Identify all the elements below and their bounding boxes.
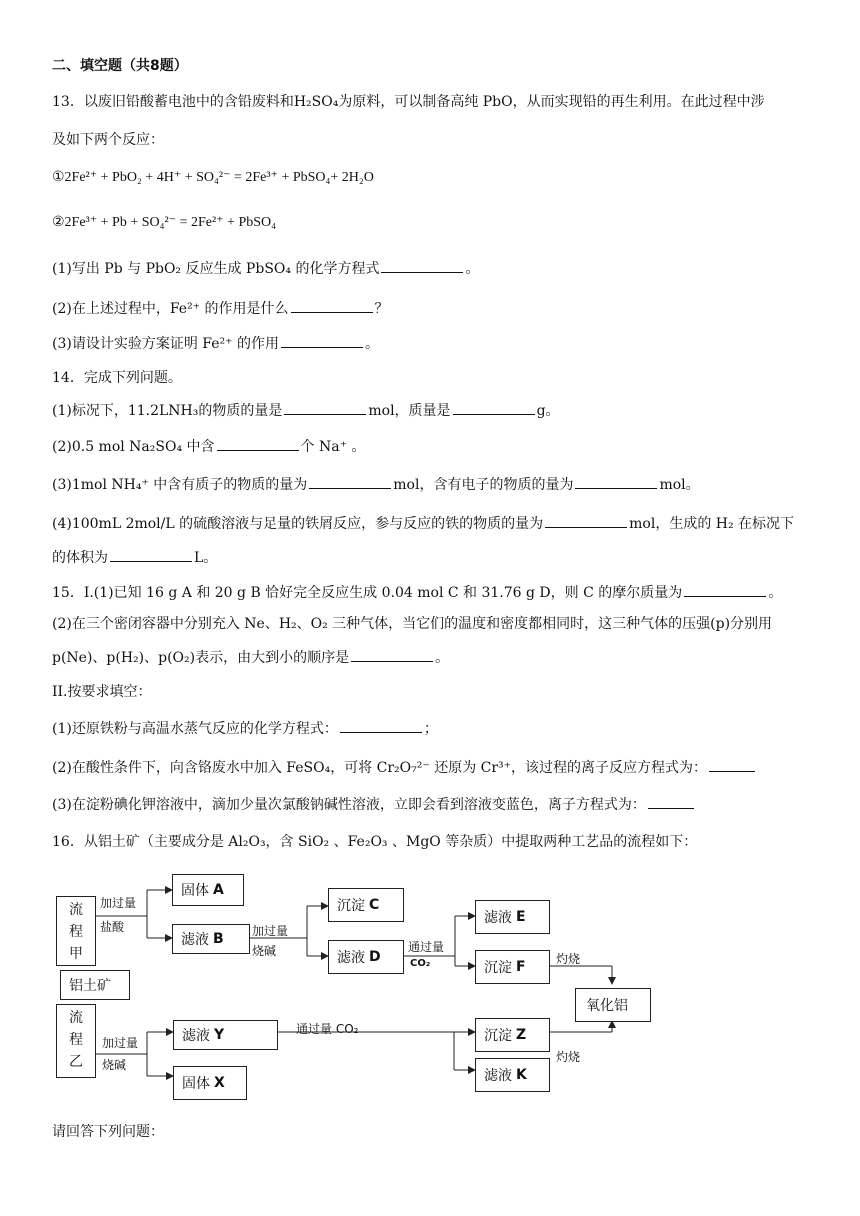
- solid-a-label: 固体: [181, 883, 209, 899]
- q14-question-2: [52, 436, 365, 457]
- q14-q3-text-b: mol，含有电子的物质的量为: [393, 477, 574, 493]
- q14-q1-text-a: (1)标况下，11.2LNH₃的物质的量是: [52, 403, 283, 419]
- q15-part-2: II.按要求填空：: [52, 684, 152, 700]
- label-excess-2: 加过量: [252, 924, 289, 938]
- label-co2-excess-1: 通过量: [408, 940, 445, 954]
- q13-intro-line2: 及如下两个反应：: [52, 132, 164, 148]
- precipitate-z-label: 沉淀: [484, 1028, 512, 1044]
- label-co2-1: CO₂: [410, 958, 431, 969]
- q14-q2-text-a: (2)0.5 mol Na₂SO₄ 中含: [52, 439, 215, 455]
- filtrate-b-label: 滤液: [181, 932, 209, 948]
- process-flow-diagram: [52, 870, 672, 1110]
- q14-intro: 14．完成下列问题。: [52, 370, 182, 386]
- answer-blank[interactable]: [648, 794, 694, 809]
- filtrate-b-id: B: [213, 931, 224, 947]
- q15-question-1: [52, 582, 782, 603]
- alumina-box: [575, 988, 651, 1022]
- answer-blank[interactable]: [284, 400, 366, 415]
- q15-question-2-cont: [52, 647, 449, 668]
- precipitate-f-id: F: [516, 959, 526, 975]
- q13-question-3-end: 。: [364, 336, 379, 352]
- q13-question-3-text: (3)请设计实验方案证明 Fe²⁺ 的作用: [52, 336, 279, 352]
- process-b-label: 流程乙: [69, 1010, 83, 1070]
- label-excess-1: 加过量: [100, 896, 137, 910]
- q16-outro: 请回答下列问题：: [52, 1124, 164, 1140]
- q13-reaction-1: ①2Fe²⁺ + PbO₂ + 4H⁺ + SO₄²⁻ = 2Fe³⁺ + PbSO₄+ 2H₂O: [52, 170, 374, 185]
- q15-ii-q1-text-a: (1)还原铁粉与高温水蒸气反应的化学方程式：: [52, 721, 338, 737]
- answer-blank[interactable]: [340, 718, 422, 733]
- section-title: 二、填空题（共8题）: [52, 58, 188, 74]
- filtrate-d-box: [328, 940, 404, 974]
- filtrate-b-box: [172, 924, 250, 954]
- answer-blank[interactable]: [381, 258, 463, 273]
- precipitate-f-label: 沉淀: [484, 960, 512, 976]
- filtrate-k-box: [475, 1058, 550, 1092]
- q13-question-2: [52, 298, 389, 319]
- q13-question-2-text: (2)在上述过程中，Fe²⁺ 的作用是什么: [52, 301, 289, 317]
- q15-question-2: (2)在三个密闭容器中分别充入 Ne、H₂、O₂ 三种气体，当它们的温度和密度都相同时，这三种气体的压强(p)分别用: [52, 616, 773, 632]
- solid-x-box: [173, 1066, 247, 1100]
- answer-blank[interactable]: [545, 513, 627, 528]
- q15-ii-q1-text-b: ；: [423, 721, 438, 737]
- q15-ii-q2-text-a: (2)在酸性条件下，向含铬废水中加入 FeSO₄，可将 Cr₂O₇²⁻ 还原为 Cr³⁺，该过程的离子反应方程式为：: [52, 760, 708, 776]
- filtrate-y-id: Y: [214, 1027, 225, 1043]
- q15-q1-text-b: 。: [768, 585, 783, 601]
- q14-q4-text-a: (4)100mL 2mol/L 的硫酸溶液与足量的铁屑反应，参与反应的铁的物质的量为: [52, 516, 544, 532]
- solid-x-id: X: [214, 1075, 225, 1091]
- filtrate-k-label: 滤液: [484, 1068, 512, 1084]
- label-hcl: 盐酸: [100, 920, 125, 934]
- q14-question-3: [52, 474, 700, 495]
- q13-question-2-end: ？: [374, 301, 389, 317]
- filtrate-d-label: 滤液: [337, 950, 365, 966]
- q13-question-1-text: (1)写出 Pb 与 PbO₂ 反应生成 PbSO₄ 的化学方程式: [52, 261, 380, 277]
- precipitate-c-label: 沉淀: [337, 898, 365, 914]
- precipitate-z-id: Z: [516, 1027, 527, 1043]
- process-a-box: [56, 896, 96, 966]
- answer-blank[interactable]: [309, 474, 391, 489]
- q14-q1-text-b: mol，质量是: [368, 403, 451, 419]
- process-b-box: [56, 1004, 96, 1078]
- q14-q1-text-c: g。: [536, 403, 560, 419]
- filtrate-y-box: [173, 1020, 278, 1050]
- filtrate-y-label: 滤液: [182, 1028, 210, 1044]
- solid-a-id: A: [213, 882, 224, 898]
- q14-q4-text-c: 的体积为: [52, 550, 108, 566]
- q13-reaction-2: ②2Fe³⁺ + Pb + SO₄²⁻ = 2Fe²⁺ + PbSO₄: [52, 215, 277, 230]
- answer-blank[interactable]: [575, 474, 657, 489]
- solid-x-label: 固体: [182, 1076, 210, 1092]
- q15-q2-text-c: 。: [435, 650, 450, 666]
- q14-question-1: [52, 400, 560, 421]
- process-a-label: 流程甲: [69, 902, 83, 962]
- answer-blank[interactable]: [709, 757, 755, 772]
- q14-q4-text-b: mol，生成的 H₂ 在标况下: [629, 516, 795, 532]
- q15-ii-q3-text-a: (3)在淀粉碘化钾溶液中，滴加少量次氯酸钠碱性溶液，立即会看到溶液变蓝色，离子方程式为：: [52, 797, 646, 813]
- precipitate-c-box: [328, 888, 404, 922]
- filtrate-e-box: [475, 900, 550, 934]
- filtrate-d-id: D: [369, 949, 381, 965]
- answer-blank[interactable]: [281, 333, 363, 348]
- label-excess-3: 加过量: [102, 1036, 139, 1050]
- label-co2-excess-2: 通过量 CO₂: [296, 1022, 359, 1036]
- q16-intro: 16．从铝土矿（主要成分是 Al₂O₃，含 SiO₂ 、Fe₂O₃ 、MgO 等杂质）中提取两种工艺品的流程如下：: [52, 834, 698, 850]
- alumina-label: 氧化铝: [586, 998, 628, 1014]
- precipitate-z-box: [475, 1018, 550, 1052]
- q14-q3-text-c: mol。: [659, 477, 700, 493]
- answer-blank[interactable]: [291, 298, 373, 313]
- answer-blank[interactable]: [684, 582, 766, 597]
- q15-q1-text-a: 15．I.(1)已知 16 g A 和 20 g B 恰好完全反应生成 0.04 mol C 和 31.76 g D，则 C 的摩尔质量为: [52, 585, 683, 601]
- label-burn-1: 灼烧: [556, 952, 581, 966]
- q14-question-4: [52, 513, 794, 534]
- q13-intro-line1: 13．以废旧铅酸蓄电池中的含铅废料和H₂SO₄为原料，可以制备高纯 PbO，从而实现铅的再生利用。在此过程中涉: [52, 94, 765, 110]
- q15-ii-question-1: [52, 718, 438, 739]
- q13-question-1: [52, 258, 479, 279]
- filtrate-k-id: K: [516, 1067, 527, 1083]
- answer-blank[interactable]: [217, 436, 299, 451]
- q14-q3-text-a: (3)1mol NH₄⁺ 中含有质子的物质的量为: [52, 477, 308, 493]
- label-naoh-2: 烧碱: [102, 1058, 127, 1072]
- label-naoh-1: 烧碱: [252, 944, 277, 958]
- q15-ii-question-2: [52, 757, 757, 778]
- label-burn-2: 灼烧: [556, 1050, 581, 1064]
- q14-q4-text-d: L。: [194, 550, 218, 566]
- bauxite-label: 铝土矿: [69, 978, 111, 994]
- answer-blank[interactable]: [453, 400, 535, 415]
- solid-a-box: [172, 874, 244, 906]
- filtrate-e-id: E: [516, 909, 526, 925]
- answer-blank[interactable]: [351, 647, 433, 662]
- q13-question-1-end: 。: [465, 261, 480, 277]
- answer-blank[interactable]: [110, 547, 192, 562]
- filtrate-e-label: 滤液: [484, 910, 512, 926]
- bauxite-box: [60, 970, 130, 1000]
- q13-question-3: [52, 333, 379, 354]
- precipitate-f-box: [475, 950, 550, 984]
- q15-ii-question-3: [52, 794, 696, 815]
- q14-question-4-cont: [52, 547, 217, 568]
- q14-q2-text-b: 个 Na⁺ 。: [300, 439, 366, 455]
- precipitate-c-id: C: [369, 897, 380, 913]
- q15-q2-text-b: p(Ne)、p(H₂)、p(O₂)表示，由大到小的顺序是: [52, 650, 350, 666]
